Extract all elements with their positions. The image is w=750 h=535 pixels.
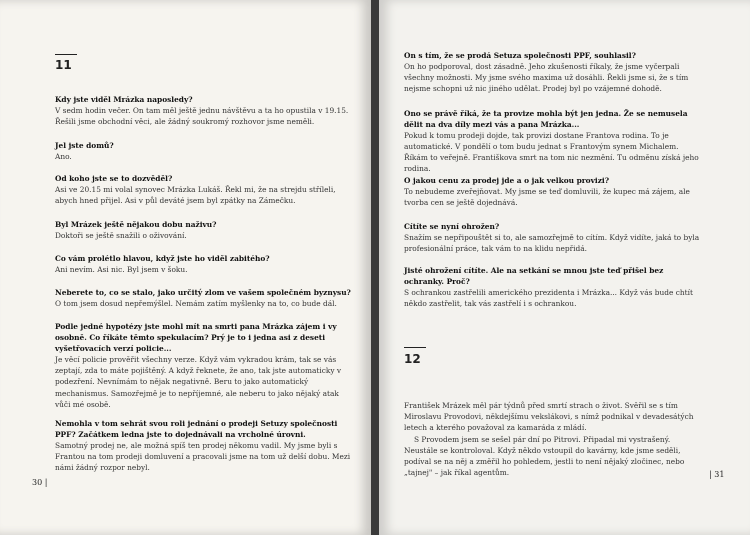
qa-block [55, 418, 355, 473]
qa-block [404, 175, 704, 208]
answer: Asi ve 20.15 mi volal synovec Mrázka Lukáš. Řekl mi, že na strejdu stříleli, abych hned přijel. Asi v půl deváté jsem byl zpátky na Zámečku. [55, 185, 336, 206]
qa-block [55, 173, 355, 206]
answer: Je věcí policie prověřit všechny verze. Když vám vykradou krám, tak se vás zeptají, zda to máte pojištěný. A když řeknete, že ano, tak jste automaticky v podezření. Nevnímám to nějak negativně. Beru to jako automatický mechanismus. Samozřejmě je to nepříjemné, ale neberu to jako nějaký atak vůči mé osobě. [55, 355, 342, 409]
qa-block [404, 221, 704, 254]
question: Neberete to, co se stalo, jako určitý zlom ve vašem společném byznysu? [55, 288, 351, 297]
page-number: 30 | [32, 478, 48, 487]
right-page [379, 0, 750, 535]
paragraph: František Mrázek měl pár týdnů před smrtí strach o život. Svěřil se s tím Miroslavu Provodovi, někdejšímu vekslákovi, s nímž podnikal v devadesátých letech a kterého považoval za kamaráda z mládí. [404, 401, 694, 433]
answer: V sedm hodin večer. On tam měl ještě jednu návštěvu a ta ho opustila v 19.15. Řešili jsme obchodní věci, ale žádný soukromý rozhovor jsme neměli. [55, 106, 349, 127]
qa-block [404, 108, 704, 175]
answer: O tom jsem dosud nepřemýšlel. Nemám zatím myšlenky na to, co bude dál. [55, 299, 337, 309]
question: Podle jedné hypotézy jste mohl mít na smrti pana Mrázka zájem i vy osobně. Co říkáte těmto spekulacím? Prý je to i jedna asi z deseti vyšetřovacích verzí policie... [55, 322, 337, 354]
question: Nemohla v tom sehrát svou roli jednání o prodeji Setuzy společnosti PPF? Začátkem ledna jste to dojednávali na vrcholné úrovni. [55, 419, 338, 440]
chapter-number: 12 [404, 352, 421, 366]
question: Kdy jste viděl Mrázka naposledy? [55, 95, 193, 104]
question: O jakou cenu za prodej jde a o jak velkou provizi? [404, 176, 610, 185]
chapter-rule [404, 347, 426, 348]
answer: Doktoři se ještě snažili o oživování. [55, 231, 187, 241]
question: Od koho jste se to dozvěděl? [55, 174, 173, 183]
answer: Pokud k tomu prodeji dojde, tak provizi dostane Frantova rodina. To je automatické. V pondělí o tom budu jednat s Frantovým synem Michalem. Říkám to veřejně. Františkova smrt na tom nic nezmění. Tu odměnu získá jeho rodina. [404, 131, 699, 174]
answer: Samotný prodej ne, ale možná spíš ten prodej někomu vadil. My jsme byli s Frantou na tom prodeji domluvení a pracovali jsme na tom už delší dobu. Mezi námi žádný rozpor nebyl. [55, 441, 351, 473]
answer: To nebudeme zveřejňovat. My jsme se teď domluvili, že kupec má zájem, ale tvorba cen se ještě dojednává. [404, 187, 690, 208]
qa-block [55, 287, 355, 309]
paragraph: S Provodem jsem se sešel pár dní po Pitrovi. Připadal mi vystrašený. Neustále se kontroloval. Když někdo vstoupil do kavárny, kde jsme seděli, podíval se na něj a změřil ho pohledem, jestli to není nějaký zločinec, nebo „tajnej" – jak říkal agentům. [404, 435, 685, 478]
chapter-rule [55, 54, 77, 55]
answer: S ochrankou zastřelili amerického prezidenta i Mrázka... Když vás bude chtít někdo zastřelit, tak vás zastřelí i s ochrankou. [404, 288, 693, 309]
left-page [0, 0, 371, 535]
question: Ono se právě říká, že ta provize mohla být jen jedna. Že se nemusela dělit na dva díly mezi vás a pana Mrázka... [404, 109, 688, 130]
question: Byl Mrázek ještě nějakou dobu naživu? [55, 220, 217, 229]
qa-block [404, 50, 704, 94]
book-gutter [371, 0, 379, 535]
qa-block [55, 219, 355, 241]
answer: Ani nevím. Asi nic. Byl jsem v šoku. [55, 265, 188, 275]
question: Co vám prolétlo hlavou, když jste ho viděl zabitého? [55, 254, 270, 263]
question: Cítíte se nyní ohrožen? [404, 222, 500, 231]
answer: On ho podporoval, dost zásadně. Jeho zkušenosti říkaly, že jsme vyčerpali všechny možnosti. My jsme svého maxima už dosáhli. Řekli jsme si, že s tím nejsme schopni už nic jiného udělat. Prodej byl po vzájemné dohodě. [404, 62, 689, 94]
answer: Snažím se nepřipouštět si to, ale samozřejmě to cítím. Když vidíte, jaká to byla profesionální práce, tak vám to na klidu nepřidá. [404, 233, 700, 254]
chapter-number: 11 [55, 58, 72, 72]
answer: Ano. [55, 152, 72, 162]
qa-block [55, 321, 355, 410]
question: On s tím, že se prodá Setuza společnosti PPF, souhlasil? [404, 51, 636, 60]
chapter-paragraph [404, 400, 704, 433]
qa-block [55, 253, 355, 275]
page-number: | 31 [709, 470, 725, 479]
chapter-paragraph [404, 434, 704, 478]
qa-block [404, 265, 704, 309]
question: Jel jste domů? [55, 141, 114, 150]
qa-block [55, 94, 355, 127]
qa-block [55, 140, 355, 162]
question: Jisté ohrožení cítíte. Ale na setkání se mnou jste teď přišel bez ochranky. Proč? [404, 266, 664, 287]
